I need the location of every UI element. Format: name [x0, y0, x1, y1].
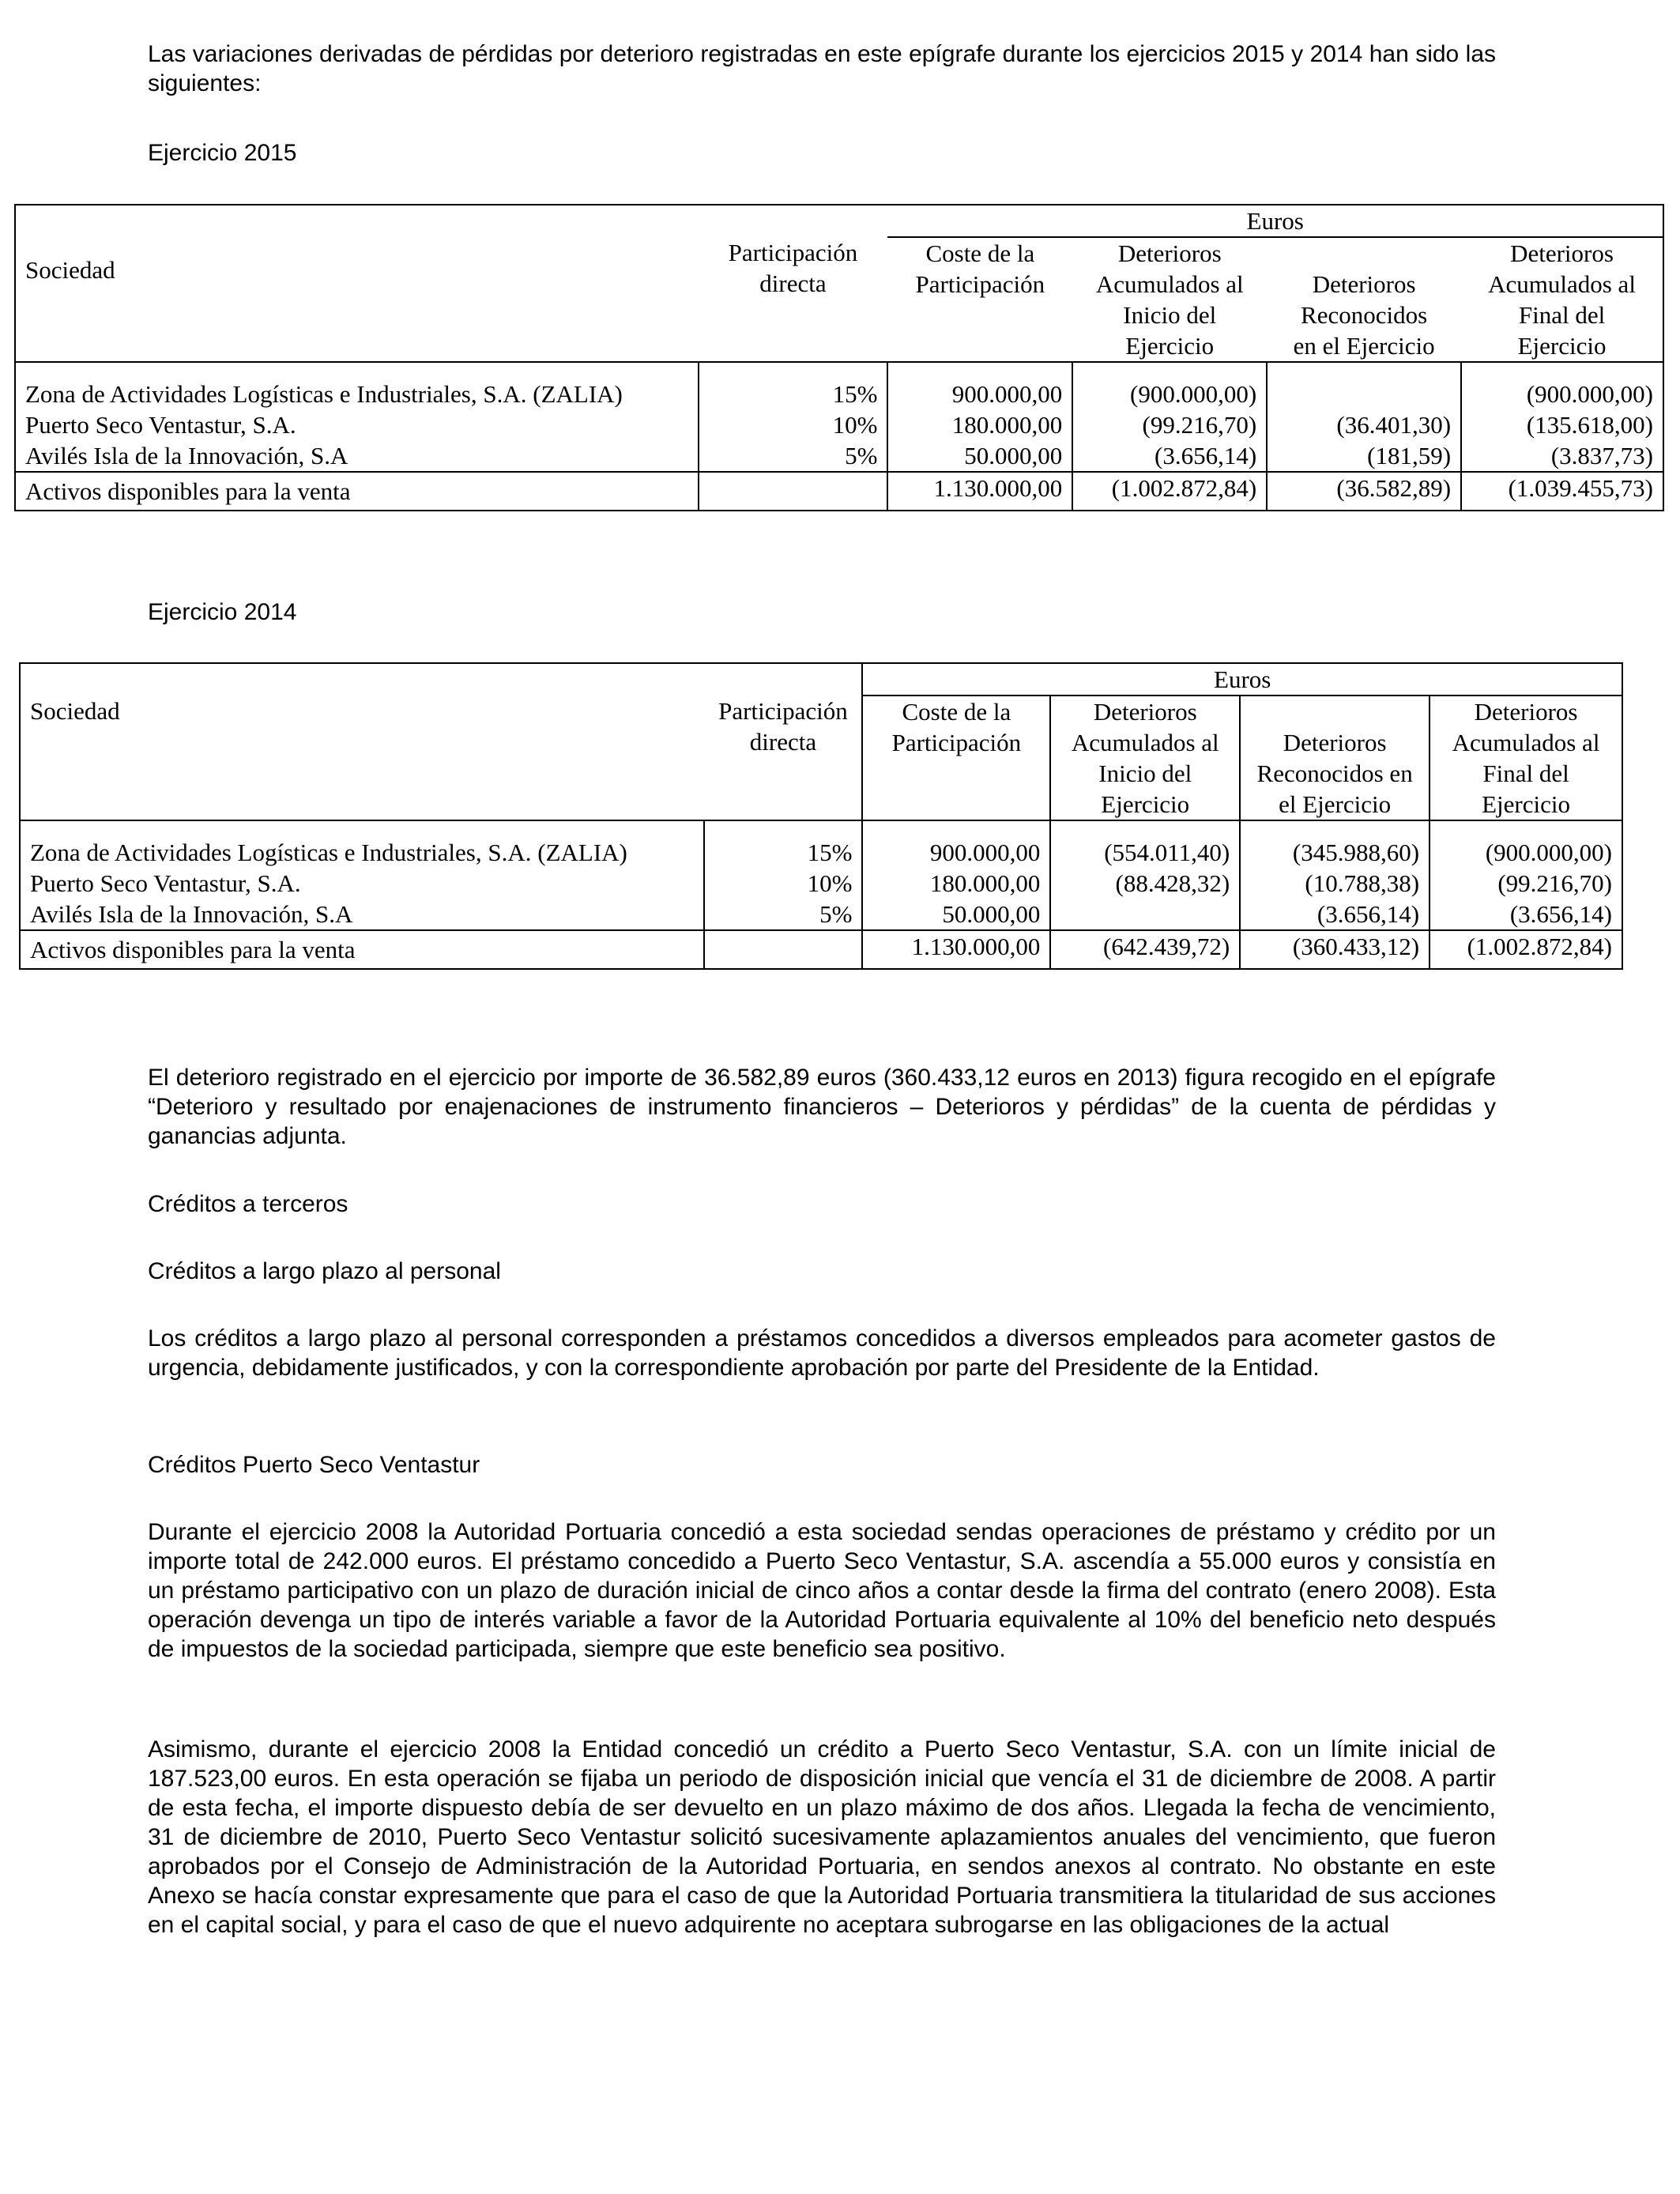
paragraph-deterioro: El deterioro registrado en el ejercicio por importe de 36.582,89 euros (360.433,12 euros en 2013) figura recogido en el epígrafe “Deterioro y resultado por enajenaciones de instrumento financieros – Deterioros y pérdidas” de la cuenta de pérdidas y ganancias adjunta. [148, 1065, 1496, 1149]
table-row: Avilés Isla de la Innovación, S.A 5% 50.000,00 (3.656,14) (3.656,14) [20, 899, 1622, 930]
table-2014 [19, 662, 1623, 970]
euros-header: Euros [862, 663, 1622, 696]
table-row: Puerto Seco Ventastur, S.A. 10% 180.000,00 (99.216,70) (36.401,30) (135.618,00) [15, 409, 1663, 440]
heading-ejercicio-2014: Ejercicio 2014 [148, 599, 297, 625]
table-total-row: Activos disponibles para la venta 1.130.000,00 (642.439,72) (360.433,12) (1.002.872,84) [20, 930, 1622, 969]
table-total-row: Activos disponibles para la venta 1.130.000,00 (1.002.872,84) (36.582,89) (1.039.455,73) [15, 472, 1663, 511]
col-deterioros-final: Deterioros Acumulados al Final del Ejercicio [1461, 237, 1663, 362]
table-2015 [14, 204, 1664, 511]
intro-paragraph: Las variaciones derivadas de pérdidas por deterioro registradas en este epígrafe durante los ejercicios 2015 y 2014 han sido las siguientes: [148, 41, 1496, 96]
table-row: Zona de Actividades Logísticas e Industriales, S.A. (ZALIA) 15% 900.000,00 (900.000,00) (900.000,00) [15, 379, 1663, 409]
col-participacion: Participación directa [718, 697, 848, 756]
heading-ejercicio-2015: Ejercicio 2015 [148, 140, 297, 166]
col-coste: Coste de la Participación [915, 239, 1045, 298]
col-participacion: Participación directa [728, 239, 858, 297]
heading-creditos-personal: Créditos a largo plazo al personal [148, 1258, 501, 1284]
col-coste: Coste de la Participación [862, 696, 1050, 820]
euros-header: Euros [887, 205, 1663, 237]
paragraph-2008: Durante el ejercicio 2008 la Autoridad Portuaria concedió a esta sociedad sendas operaciones de préstamo y crédito por un importe total de 242.000 euros. El préstamo concedido a Puerto Seco Ventastur, S.A. ascendía a 55.000 euros y consistía en un préstamo participativo con un plazo de duración inicial de cinco años a contar desde la firma del contrato (enero 2008). Esta operación devenga un tipo de interés variable a favor de la Autoridad Portuaria equivalente al 10% del beneficio neto después de impuestos de la sociedad participada, siempre que este beneficio sea positivo. [148, 1519, 1496, 1662]
col-deterioros-inicio: Deterioros Acumulados al Inicio del Ejercicio [1050, 696, 1240, 820]
heading-creditos-puerto-seco: Créditos Puerto Seco Ventastur [148, 1452, 480, 1478]
heading-creditos-terceros: Créditos a terceros [148, 1191, 348, 1217]
table-row: Zona de Actividades Logísticas e Industriales, S.A. (ZALIA) 15% 900.000,00 (554.011,40) (345.988,60) (900.000,00) [20, 837, 1622, 868]
col-sociedad: Sociedad [20, 696, 704, 820]
col-deterioros-reconocidos: Deterioros Reconocidos en el Ejercicio [1293, 270, 1435, 360]
paragraph-asimismo: Asimismo, durante el ejercicio 2008 la Entidad concedió un crédito a Puerto Seco Ventastur, S.A. con un límite inicial de 187.523,00 euros. En esta operación se fijaba un periodo de disposición inicial que vencía el 31 de diciembre de 2008. A partir de esta fecha, el importe dispuesto debía de ser devuelto en un plazo máximo de dos años. Llegada la fecha de vencimiento, 31 de diciembre de 2010, Puerto Seco Ventastur solicitó sucesivamente aplazamientos anuales del vencimiento, que fueron aprobados por el Consejo de Administración de la Autoridad Portuaria, en sendos anexos al contrato. No obstante en este Anexo se hacía constar expresamente que para el caso de que la Autoridad Portuaria transmitiera la titularidad de sus acciones en el capital social, y para el caso de que el nuevo adquirente no aceptara subrogarse en las obligaciones de la actual [148, 1736, 1496, 1938]
table-row: Puerto Seco Ventastur, S.A. 10% 180.000,00 (88.428,32) (10.788,38) (99.216,70) [20, 868, 1622, 899]
col-deterioros-inicio: Deterioros Acumulados al Inicio del Ejercicio [1095, 239, 1244, 360]
col-deterioros-reconocidos: Deterioros Reconocidos en el Ejercicio [1240, 696, 1430, 820]
table-row: Avilés Isla de la Innovación, S.A 5% 50.000,00 (3.656,14) (181,59) (3.837,73) [15, 440, 1663, 472]
col-deterioros-final: Deterioros Acumulados al Final del Ejercicio [1430, 696, 1622, 820]
paragraph-personal: Los créditos a largo plazo al personal corresponden a préstamos concedidos a diversos empleados para acometer gastos de urgencia, debidamente justificados, y con la correspondiente aprobación por parte del Presidente de la Entidad. [148, 1325, 1496, 1381]
col-sociedad: Sociedad [15, 237, 699, 362]
